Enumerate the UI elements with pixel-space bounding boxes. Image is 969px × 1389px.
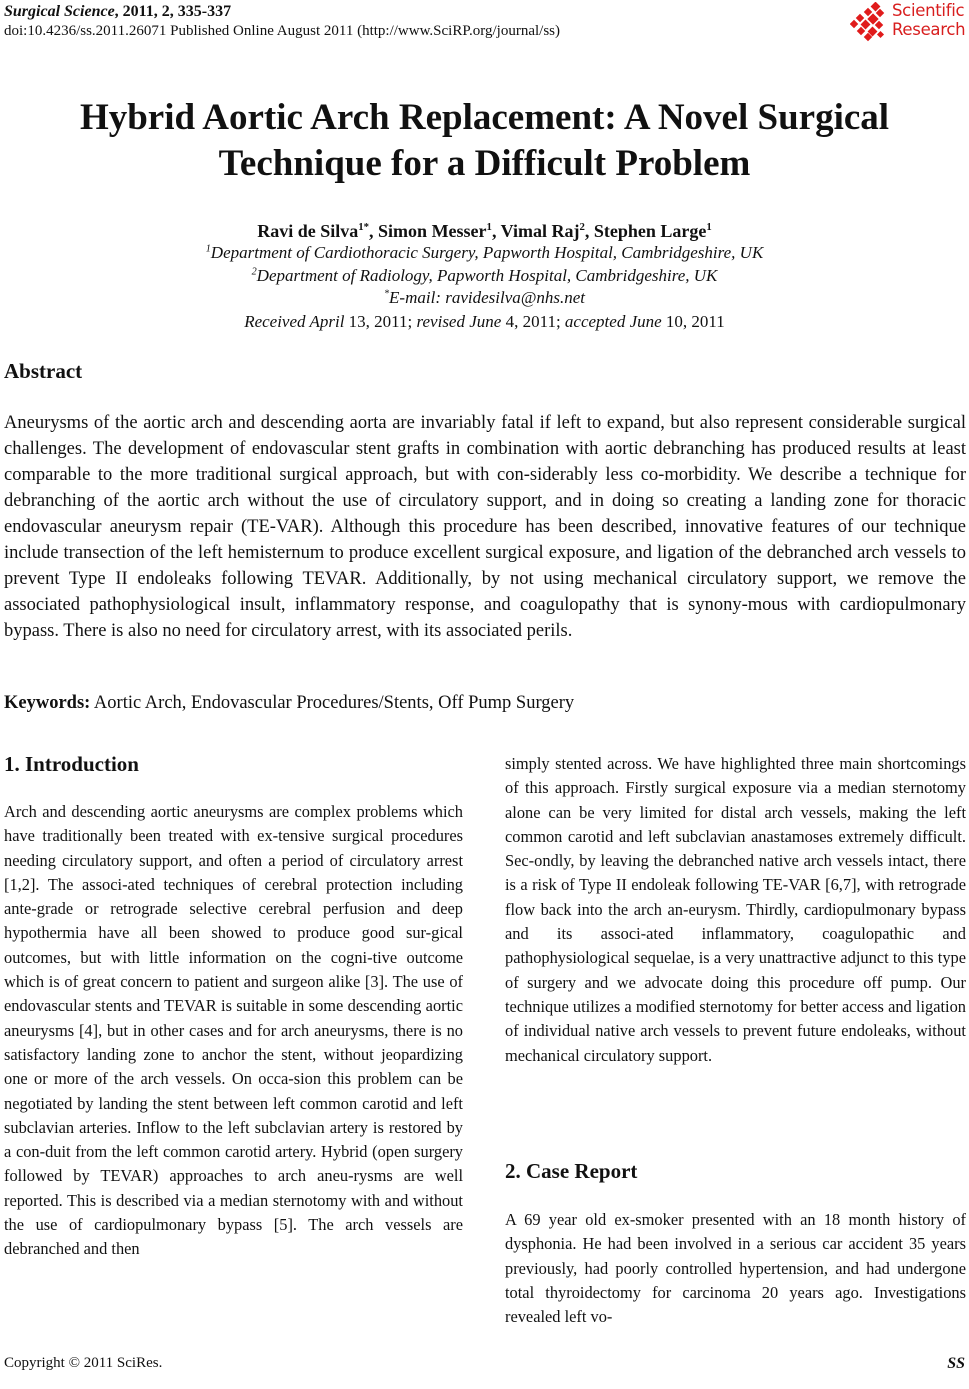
author (501, 221, 594, 241)
section-heading-introduction: 1. Introduction (4, 752, 139, 776)
email-label: E-mail (389, 288, 436, 307)
keywords (4, 690, 574, 716)
author (594, 221, 712, 241)
logo-wordmark (892, 1, 965, 39)
introduction-continuation-text: simply stented across. We have highlighted three main shortcomings of this approach. Firstly surgical exposure via a median sternotomy alone can be very limited for distal arch vessels, making the left common carotid and left subclavian anastamoses extremely difficult. Sec-ondly, by leaving the debranched native arch vessels intact, there is a risk of Type II endoleak following TE-VAR [6,7], with retrograde flow back into the arch an-eurysm. Thirdly, cardiopulmonary bypass and its associ-ated inflammatory, coagulopathic and pathophysiological sequelae, is a very unattractive adjunct to this type of surgery and we advocate doing this procedure off pump. Our technique utilizes a modified sternotomy for better access and ligation of individual native arch vessels to prevent future endoleaks, without mechanical circulatory support. (505, 754, 966, 1065)
author-separator: , (584, 221, 594, 241)
logo-line-1: Scientific (892, 1, 965, 20)
author-name: Vimal Raj (500, 221, 580, 241)
publisher-logo (850, 0, 969, 44)
affiliation-1 (0, 242, 969, 264)
logo-line-2: Research (892, 20, 966, 39)
author-name: Simon Messer (378, 221, 487, 241)
revised-date: 4, 2011; (501, 312, 565, 331)
author-affiliation-mark: 1* (358, 221, 370, 233)
journal-name: Surgical Science (4, 3, 115, 20)
affiliation-mark: 1 (205, 243, 211, 255)
journal-abbreviation: SS (947, 1355, 965, 1372)
email-link[interactable]: : ravidesilva@nhs.net (435, 288, 586, 307)
author-affiliation-mark: 2 (579, 221, 585, 233)
journal-citation (4, 2, 231, 21)
author-separator: , (491, 221, 501, 241)
introduction-text: Arch and descending aortic aneurysms are complex problems which have traditionally been treated with ex-tensive surgical procedures needing circulatory support, and often a period of circulatory arrest [1,2]. The associ-ated techniques of cerebral protection including ante-grade or retrograde selective cerebral perfusion and deep hypothermia have all been showed to produce good sur-gical outcomes, but with little information on the cogni-tive outcome which is of great concern to patient and surgeon alike [3]. The use of endovascular stents and TEVAR is suitable in some descending aortic aneurysms [4], but in other cases and for arch aneurysms, there is no satisfactory landing zone to anchor the stent, without jeopardizing one or more of the arch vessels. On occa-sion this problem can be negotiated by landing the stent between left common carotid and left subclavian arteries. Inflow to the left subclavian artery is restored by a con-duit from the left common carotid artery. Hybrid (open surgery followed by TEVAR) approaches to arch aneu-rysms are well reported. This is described via a median sternotomy with and without the use of cardiopulmonary bypass [5]. The arch vessels are debranched and then (4, 802, 463, 1259)
scientific-research-diamond-logo-icon (850, 2, 888, 42)
article-dates (0, 311, 969, 333)
abstract-heading: Abstract (4, 359, 83, 383)
affiliation-2 (0, 265, 969, 287)
author-list (0, 220, 969, 242)
journal-volume-pages: , 2011, 2, 335-337 (114, 3, 232, 20)
author-name: Stephen Large (593, 221, 707, 241)
affiliation-text: Department of Cardiothoracic Surgery, Papworth Hospital, Cambridgeshire, UK (210, 243, 764, 262)
section-heading-case-report: 2. Case Report (505, 1159, 638, 1183)
received-date: 13, 2011; (344, 312, 417, 331)
corresponding-email (0, 287, 969, 309)
accepted-date: 10, 2011 (661, 312, 725, 331)
author (378, 221, 501, 241)
copyright-notice: Copyright © 2011 SciRes. (4, 1355, 163, 1371)
title-line-1: Hybrid Aortic Arch Replacement: A Novel Surgical (79, 97, 890, 138)
keywords-value: Aortic Arch, Endovascular Procedures/Stents, Off Pump Surgery (90, 693, 575, 713)
accepted-label: accepted June (564, 312, 662, 331)
affiliation-mark: 2 (251, 266, 257, 278)
keywords-label: Keywords: (4, 693, 91, 713)
corresponding-mark: * (383, 288, 390, 300)
case-report-text: A 69 year old ex-smoker presented with an 18 month history of dysphonia. He had been involved in a serious car accident 35 years previously, had poorly controlled hypertension, and had undergone total thyroidectomy for carcinoma 20 years ago. Investigations revealed left vo- (505, 1210, 966, 1327)
author-name: Ravi de Silva (257, 221, 359, 241)
revised-label: revised June (416, 312, 502, 331)
article-title (0, 95, 969, 187)
affiliation-text: Department of Radiology, Papworth Hospital, Cambridgeshire, UK (256, 266, 718, 285)
received-label: Received April (244, 312, 345, 331)
author-affiliation-mark: 1 (486, 221, 492, 233)
abstract-text: Aneurysms of the aortic arch and descending aorta are invariably fatal if left to expand, but also represent considerable surgical challenges. The development of endovascular stent grafts in combination with aortic debranching has produced results at least comparable to the more traditional surgical approach, but with con-siderably less co-morbidity. We describe a technique for debranching of the aortic arch without the use of circulatory support, and in doing so creating a landing zone for thoracic endovascular aneurysm repair (TE-VAR). Although this procedure has been described, innovative features of our technique include transection of the left hemisternum to produce excellent surgical exposure, and ligation of the debranched arch vessels to prevent Type II endoleaks following TEVAR. Additionally, by not using mechanical circulatory support, we remove the associated pathophysiological insult, inflammatory response, and coagulopathy that is synony-mous with cardiopulmonary bypass. There is also no need for circulatory arrest, with its associated perils. (4, 413, 966, 641)
author-affiliation-mark: 1 (706, 221, 712, 233)
doi-line: doi:10.4236/ss.2011.26071 Published Online August 2011 (http://www.SciRP.org/journal/ss) (4, 23, 560, 39)
author-separator: , (369, 221, 379, 241)
title-line-2: Technique for a Difficult Problem (218, 143, 751, 184)
author (257, 221, 378, 241)
